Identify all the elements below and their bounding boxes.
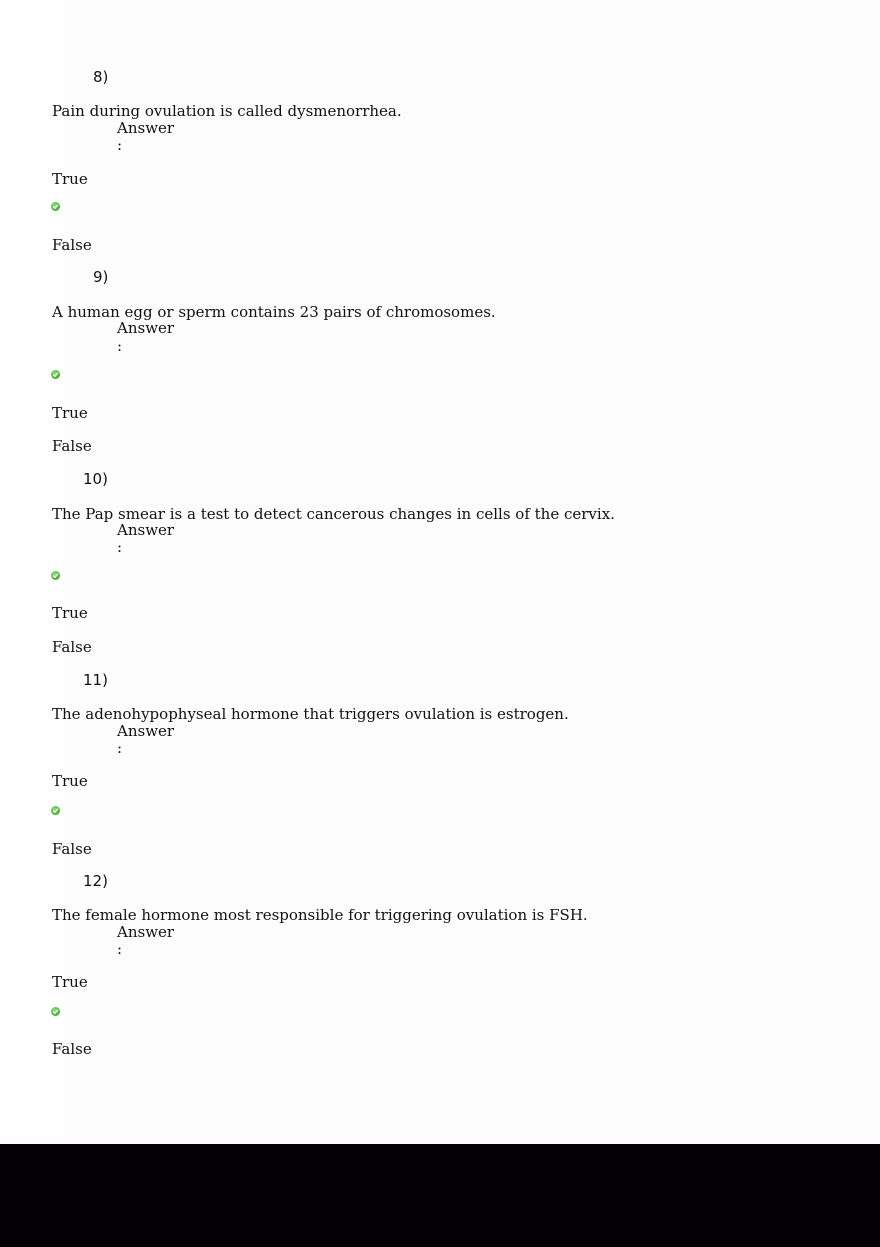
option-false[interactable]: False: [52, 236, 92, 254]
answer-label: Answer: [117, 521, 175, 539]
option-true[interactable]: True: [52, 170, 88, 188]
option-false[interactable]: False: [52, 638, 92, 656]
check-circle-icon: [51, 1007, 60, 1016]
option-true[interactable]: True: [52, 404, 88, 422]
option-true[interactable]: True: [52, 604, 88, 622]
question-text: A human egg or sperm contains 23 pairs of chromosomes.: [52, 303, 496, 321]
answer-label: Answer: [117, 119, 175, 137]
question-text: The adenohypophyseal hormone that triggers ovulation is estrogen.: [52, 705, 569, 723]
answer-colon: :: [117, 136, 123, 154]
answer-label: Answer: [117, 722, 175, 740]
answer-label: Answer: [117, 923, 175, 941]
check-circle-icon: [51, 202, 60, 211]
option-true[interactable]: True: [52, 772, 88, 790]
option-false[interactable]: False: [52, 1040, 92, 1058]
question-text: Pain during ovulation is called dysmenorrhea.: [52, 102, 402, 120]
answer-label: Answer: [117, 319, 175, 337]
answer-colon: :: [117, 739, 123, 757]
option-false[interactable]: False: [52, 437, 92, 455]
question-text: The Pap smear is a test to detect cancerous changes in cells of the cervix.: [52, 505, 615, 523]
question-text: The female hormone most responsible for triggering ovulation is FSH.: [52, 906, 588, 924]
question-number: 11): [83, 671, 108, 689]
question-number: 9): [93, 268, 109, 286]
answer-colon: :: [117, 337, 123, 355]
question-number: 12): [83, 872, 108, 890]
answer-colon: :: [117, 538, 123, 556]
option-false[interactable]: False: [52, 840, 92, 858]
bottom-black-bar: [0, 1144, 880, 1247]
answer-colon: :: [117, 940, 123, 958]
check-circle-icon: [51, 571, 60, 580]
check-circle-icon: [51, 806, 60, 815]
check-circle-icon: [51, 370, 60, 379]
question-number: 10): [83, 470, 108, 488]
option-true[interactable]: True: [52, 973, 88, 991]
question-number: 8): [93, 68, 109, 86]
